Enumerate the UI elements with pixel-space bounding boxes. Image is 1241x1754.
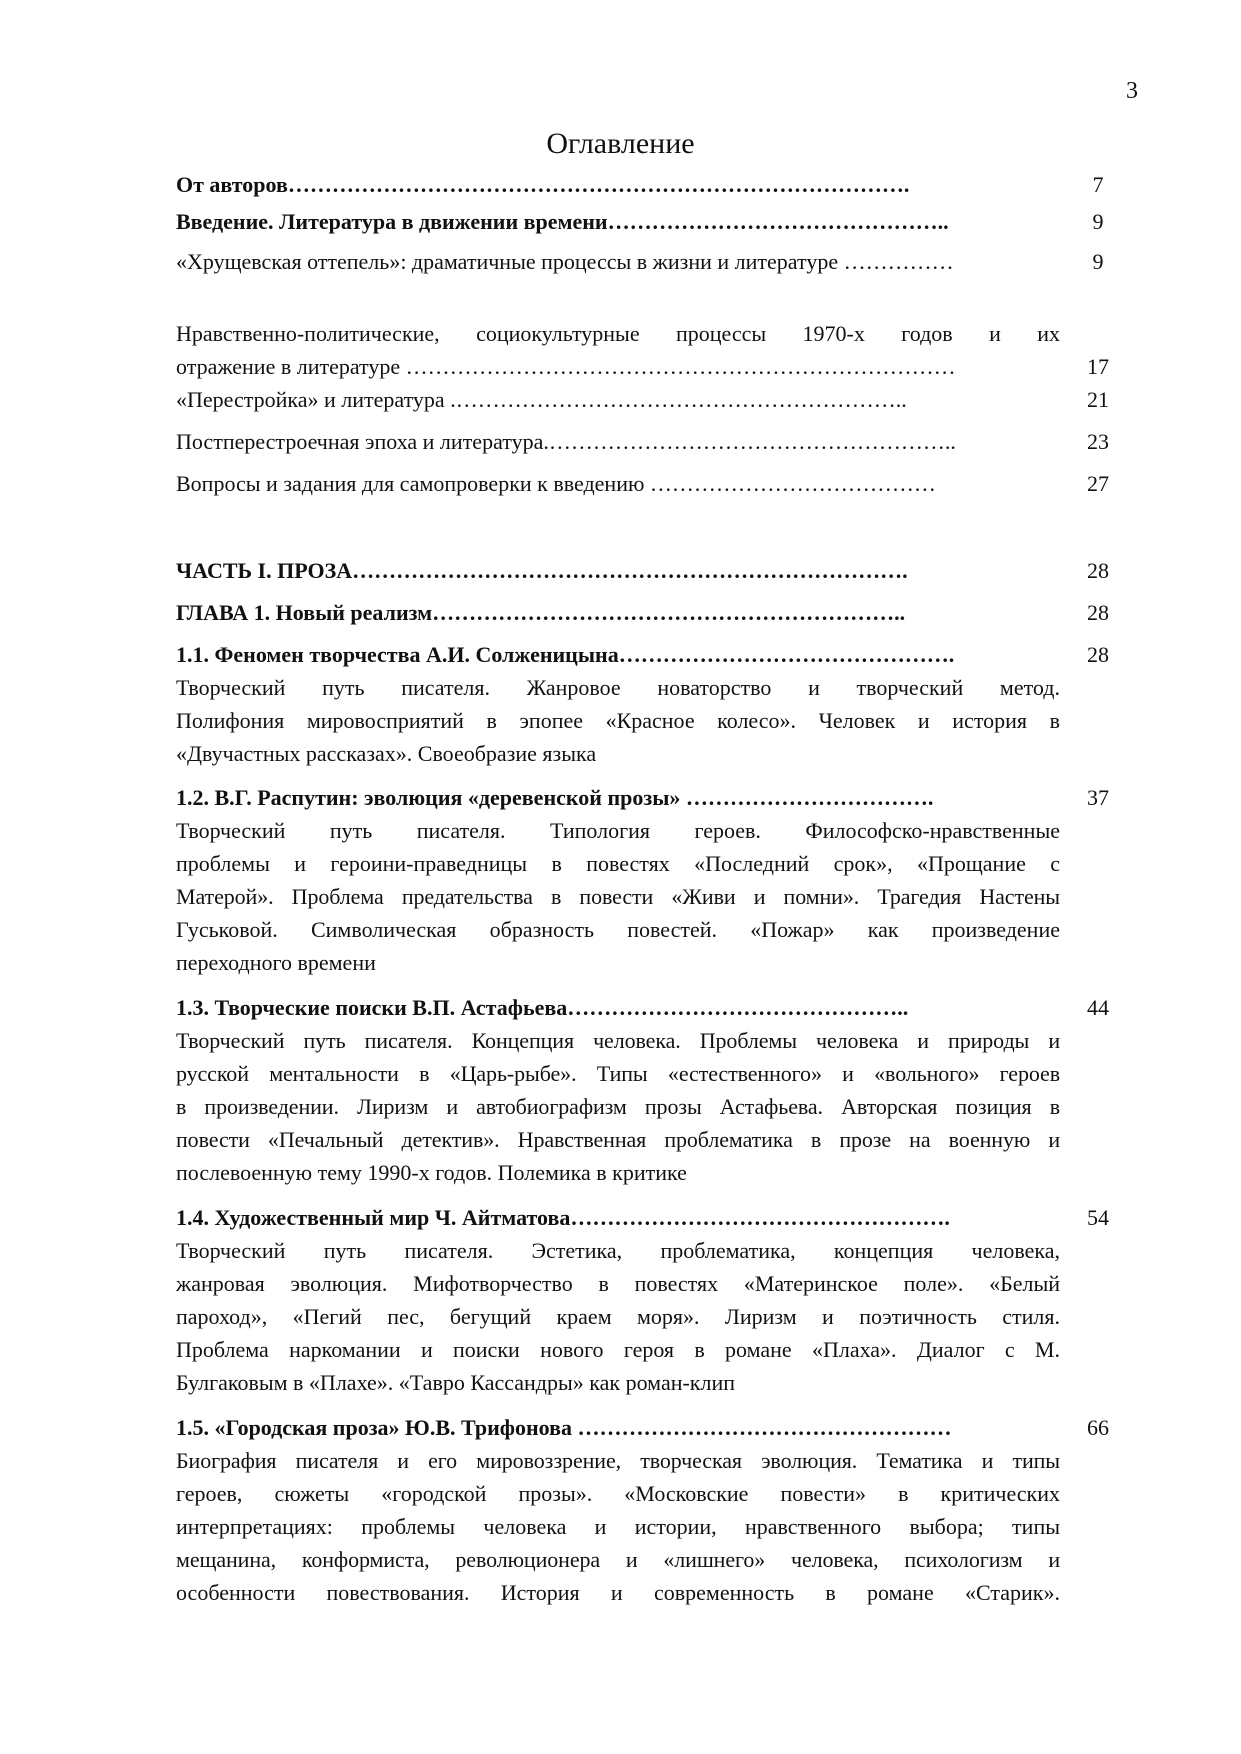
description-line: русской ментальности в «Царь-рыбе». Типы «естественного» и «вольного» героев [176,1061,1060,1086]
toc-entry-label: Введение. Литература в движении времени……………………………………….. [176,209,949,234]
description-line: Творческий путь писателя. Концепция человека. Проблемы человека и природы и [176,1028,1060,1053]
description-line: особенности повествования. История и современность в романе «Старик». [176,1580,1060,1605]
toc-entry-label: Постперестроечная эпоха и литература.……………………………………………….. [176,429,956,454]
toc-section-description [176,671,1060,770]
description-line: пароход», «Пегий пес, бегущий краем моря». Лиризм и поэтичность стиля. [176,1304,1060,1329]
toc-section-heading: 1.3. Творческие поиски В.П. Астафьева……………………………………….. [176,995,909,1020]
toc-page-number: 21 [1087,387,1109,412]
description-line: героев, сюжеты «городской прозы». «Московские повести» в критических [176,1481,1060,1506]
description-line: Полифония мировосприятий в эпопее «Красное колесо». Человек и история в [176,708,1060,733]
toc-entry-label: Вопросы и задания для самопроверки к введению ………………………………… [176,471,936,496]
toc-page-number: 7 [1092,172,1104,197]
toc-section-heading: 1.1. Феномен творчества А.И. Солженицына………………………………………. [176,642,955,667]
toc-entry-label-line: Нравственно-политические, социокультурные процессы 1970-х годов и их [176,321,1060,346]
toc-page-number: 54 [1087,1205,1109,1230]
toc-page-number: 37 [1087,785,1109,810]
toc-section-heading: 1.5. «Городская проза» Ю.В. Трифонова …………………………………………… [176,1415,952,1440]
toc-page-number: 27 [1087,471,1109,496]
description-line: мещанина, конформиста, революционера и «лишнего» человека, психологизм и [176,1547,1060,1572]
description-line: интерпретациях: проблемы человека и истории, нравственного выбора; типы [176,1514,1060,1539]
description-line: «Двучастных рассказах». Своеобразие языка [176,741,597,766]
toc-entry-label: ЧАСТЬ I. ПРОЗА…………………………………………………………………. [176,558,908,583]
toc-page-number: 44 [1087,995,1109,1020]
description-line: послевоенную тему 1990-х годов. Полемика в критике [176,1160,687,1185]
page-number: 3 [1126,78,1138,104]
description-line: в произведении. Лиризм и автобиографизм прозы Астафьева. Авторская позиция в [176,1094,1060,1119]
toc-entry-label: От авторов…………………………………………………………………………. [176,172,910,197]
toc-entry-label [176,317,1060,383]
toc-page-number: 17 [1087,354,1109,379]
toc-page-number: 23 [1087,429,1109,454]
toc-section-description [176,1444,1060,1609]
page-title: Оглавление [546,127,695,160]
toc-page-number: 9 [1092,249,1104,274]
toc-section-description [176,1234,1060,1399]
description-line: Булгаковым в «Плахе». «Тавро Кассандры» как роман-клип [176,1370,736,1395]
toc-entry-label-line: отражение в литературе ………………………………………………………………… [176,354,956,379]
description-line: повести «Печальный детектив». Нравственная проблематика в прозе на военную и [176,1127,1060,1152]
toc-page-number: 66 [1087,1415,1109,1440]
description-line: переходного времени [176,950,376,975]
description-line: Матерой». Проблема предательства в повести «Живи и помни». Трагедия Настены [176,884,1060,909]
toc-section-heading: 1.4. Художественный мир Ч. Айтматова……………………………………………. [176,1205,950,1230]
description-line: Проблема наркомании и поиски нового героя в романе «Плаха». Диалог с М. [176,1337,1060,1362]
toc-page-number: 28 [1087,558,1109,583]
description-line: жанровая эволюция. Мифотворчество в повестях «Материнское поле». «Белый [176,1271,1060,1296]
toc-entry-label: ГЛАВА 1. Новый реализм……………………………………………………….. [176,600,906,625]
toc-section-description [176,814,1060,979]
description-line: Творческий путь писателя. Жанровое новаторство и творческий метод. [176,675,1060,700]
toc-page-number: 28 [1087,600,1109,625]
description-line: проблемы и героини-праведницы в повестях «Последний срок», «Прощание с [176,851,1060,876]
description-line: Гуськовой. Символическая образность повестей. «Пожар» как произведение [176,917,1060,942]
toc-page-number: 28 [1087,642,1109,667]
description-line: Творческий путь писателя. Эстетика, проблематика, концепция человека, [176,1238,1060,1263]
toc-page-number: 9 [1092,209,1104,234]
toc-section-heading: 1.2. В.Г. Распутин: эволюция «деревенской прозы» ……………………………. [176,785,934,810]
description-line: Творческий путь писателя. Типология героев. Философско-нравственные [176,818,1060,843]
toc-section-description [176,1024,1060,1189]
toc-entry-label: «Хрущевская оттепель»: драматичные процессы в жизни и литературе …………… [176,249,954,274]
description-line: Биография писателя и его мировоззрение, творческая эволюция. Тематика и типы [176,1448,1060,1473]
toc-entry-label: «Перестройка» и литература .…………………………………………………….. [176,387,907,412]
